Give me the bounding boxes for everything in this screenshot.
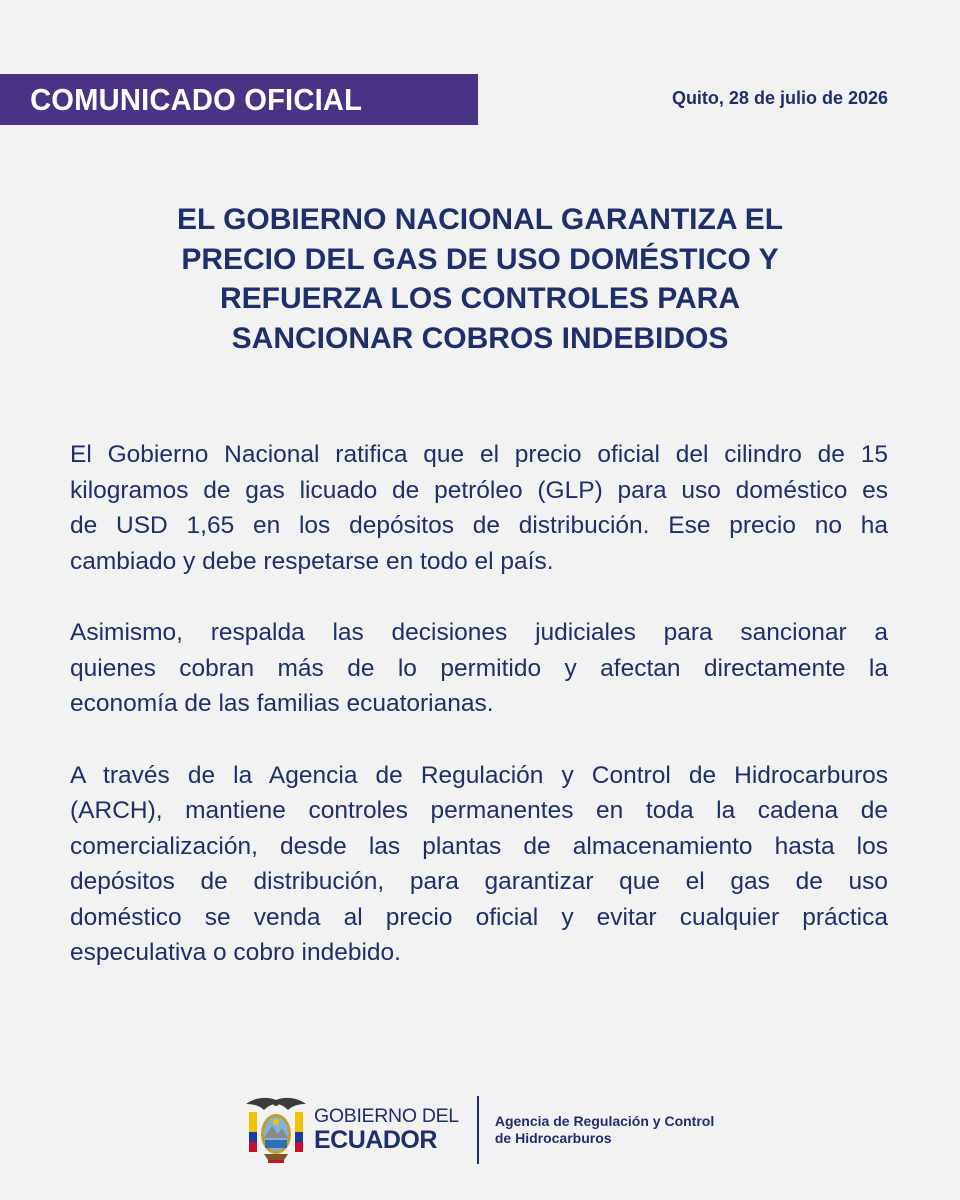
- body-line: cambiado y debe respetarse en todo el país.: [70, 547, 554, 575]
- banner-label: COMUNICADO OFICIAL: [30, 81, 363, 117]
- agency-line1: Agencia de Regulación y Control: [494, 1113, 715, 1129]
- paragraph-price: [70, 437, 888, 579]
- paragraph-controls: [70, 758, 888, 971]
- government-logo-text: [314, 1104, 459, 1155]
- gov-logo-line1: GOBIERNO DEL: [314, 1104, 459, 1127]
- body-line: depósitos de distribución, para garantizar que el gas de uso: [70, 868, 888, 895]
- body-line: A través de la Agencia de Regulación y Control de Hidrocarburos: [70, 761, 888, 789]
- body-line: comercialización, desde las plantas de almacenamiento hasta los: [70, 832, 888, 860]
- official-statement-banner: [0, 74, 478, 125]
- headline-line: REFUERZA LOS CONTROLES PARA: [219, 282, 740, 315]
- statement-date: Quito, 28 de julio de 2026: [671, 88, 888, 108]
- body-line: especulativa o cobro indebido.: [70, 939, 401, 966]
- agency-name: [495, 1113, 714, 1147]
- agency-line2: de Hidrocarburos: [494, 1130, 612, 1146]
- headline: [120, 200, 840, 358]
- headline-line: EL GOBIERNO NACIONAL GARANTIZA EL: [176, 203, 784, 236]
- body-line: quienes cobran más de lo permitido y afectan directamente la: [70, 654, 888, 682]
- body-line: economía de las familias ecuatorianas.: [70, 690, 494, 717]
- paragraph-sanctions: [70, 615, 888, 722]
- body-line: kilogramos de gas licuado de petróleo (GLP) para uso doméstico es: [70, 476, 888, 504]
- gov-logo-line2: ECUADOR: [314, 1126, 437, 1155]
- coat-of-arms-icon: [244, 1094, 308, 1166]
- footer-divider: [477, 1096, 479, 1164]
- statement-body: [70, 437, 888, 971]
- body-line: (ARCH), mantiene controles permanentes en toda la cadena de: [70, 797, 888, 824]
- body-line: El Gobierno Nacional ratifica que el precio oficial del cilindro de 15: [70, 441, 888, 468]
- body-line: doméstico se venda al precio oficial y evitar cualquier práctica: [70, 903, 888, 931]
- body-line: Asimismo, respalda las decisiones judiciales para sancionar a: [70, 619, 888, 646]
- headline-line: SANCIONAR COBROS INDEBIDOS: [231, 321, 729, 355]
- headline-line: PRECIO DEL GAS DE USO DOMÉSTICO Y: [181, 242, 779, 276]
- body-line: de USD 1,65 en los depósitos de distribución. Ese precio no ha: [70, 512, 888, 539]
- footer-logos: [244, 1094, 714, 1166]
